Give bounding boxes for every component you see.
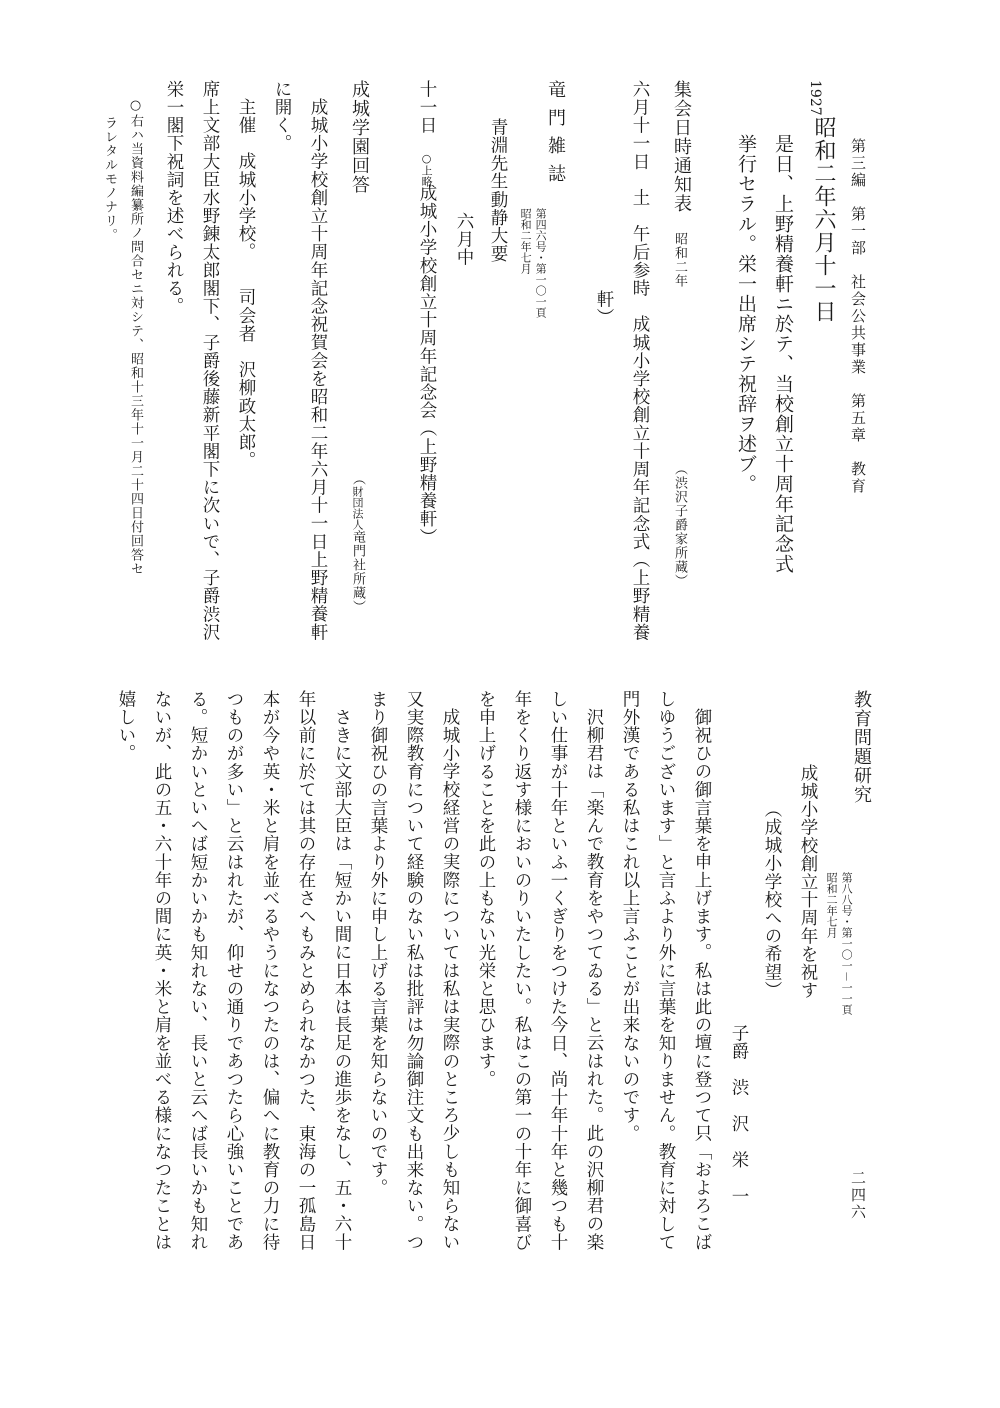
source3-title: 成城学園回答 [349, 80, 370, 194]
source2-day: 十一日 [417, 80, 437, 135]
source3-note-line2: ラレタルモノナリ。 [102, 116, 117, 242]
source2-issue: 第四六号・第一〇一頁 [534, 208, 548, 318]
article-body-line: を申上げることを此の上もない光栄と思ひます。 [476, 690, 496, 1089]
source3-holder-small: 財団法人 [351, 486, 364, 530]
article-title: 教育問題研究 [851, 690, 872, 804]
article-body-line: 又実際教育について経験のない私は批評は勿論御注文も出来ない。つ [404, 690, 424, 1252]
article-body-line: 年をくり返す様においのりいたしたい。私はこの第一の十年に御喜び [512, 690, 532, 1252]
source2-month: 六月中 [454, 212, 474, 267]
entry-summary-line1: 是日、上野精養軒ニ於テ、当校創立十周年記念式 [772, 134, 794, 574]
source2-title: 竜門雑誌 [545, 80, 566, 192]
article-body-line: 本が今や英・米と肩を並べるやうになつたのは、偏へに教育の力に待 [260, 690, 280, 1252]
article-issue-date: 昭和二年七月 [825, 872, 839, 938]
source1-holder: （渋沢子爵家所蔵） [672, 462, 687, 588]
article-body-line: しい仕事が十年といふ一くぎりをつけた今日、尚十年十年と幾つも十 [548, 690, 568, 1252]
source3-body-line: 成城小学校創立十周年記念祝賀会を昭和二年六月十一日上野精養軒 [308, 98, 328, 641]
article-body-line: さきに文部大臣は「短かい間に日本は長足の進歩をなし、五・六十 [332, 708, 352, 1251]
source3-note-line1: ○右ハ当資料編纂所ノ問合セニ対シテ、昭和十三年十一月二十四日付回答セ [128, 98, 143, 576]
article-body-line: 年以前に於ては其の存在さへもみとめられなかつた、東海の一孤島日 [296, 690, 316, 1252]
source3-body-line: 席上文部大臣水野錬太郎閣下、子爵後藤新平閣下に次いで、子爵渋沢 [200, 80, 220, 642]
source1-title: 集会日時通知表 [671, 80, 692, 213]
article-body-line: 門外漢である私はこれ以上言ふことが出来ないのです。 [620, 690, 640, 1143]
source2-date: 昭和二年七月 [519, 208, 533, 274]
source1-era: 昭和二年 [672, 232, 687, 288]
source3-body-line: に開く。 [272, 80, 292, 153]
source2-tag: ○上略 [420, 152, 434, 187]
article-body-line: ないが、此の五・六十年の間に英・米と肩を並べる様になつたことは [152, 690, 172, 1252]
article-author: 子爵 渋 沢 栄 一 [729, 1024, 749, 1205]
article-body-line: しゆうございます」と言ふより外に言葉を知りません。教育に対して [656, 690, 676, 1252]
source1-line1: 六月十一日 土 午后参時 成城小学校創立十周年記念式（上野精養 [630, 80, 650, 642]
source3-body-line: 栄一閣下祝詞を述べられる。 [164, 80, 184, 316]
source3-body-line: 主催 成城小学校。 司会者 沢柳政太郎。 [236, 98, 256, 470]
article-body-line: つものが多い」と云はれたが、仰せの通りであつたら心強いことであ [224, 690, 244, 1252]
article-body-line: 沢柳君は「楽んで教育をやつてゐる」と云はれた。此の沢柳君の楽 [584, 708, 604, 1251]
article-body-line: 嬉しい。 [116, 690, 136, 763]
article-body-line: 成城小学校経営の実際については私は実際のところ少しも知らない [440, 708, 460, 1251]
source3-holder-prefix: （ [350, 472, 365, 486]
source3-holder [348, 472, 367, 614]
article-body-line: まり御祝ひの言葉より外に申し上げる言葉を知らないのです。 [368, 690, 388, 1197]
entry-date: 昭和二年六月十一日 [811, 116, 836, 323]
source3-holder-rest: 竜門社所蔵） [350, 530, 365, 614]
source2-section: 青淵先生動静大要 [488, 118, 508, 263]
article-issue: 第八八号・第一〇一－一一頁 [840, 872, 854, 1015]
source2-text: 成城小学校創立十周年記念会（上野精養軒） [417, 184, 437, 546]
page-number: 二四六 [849, 1170, 867, 1221]
entry-year-ad: 1927 [807, 80, 823, 116]
entry-summary-line2: 挙行セラル。栄一出席シテ祝辞ヲ述ブ。 [735, 134, 757, 494]
article-body-line: る。短かいといへば短かいかも知れない、長いと云へば長いかも知れ [188, 690, 208, 1252]
running-header: 第三編 第一部 社会公共事業 第五章 教育 [849, 138, 867, 495]
article-subtitle2: （成城小学校への希望） [762, 800, 782, 1000]
article-body-line: 御祝ひの御言葉を申上げます。私は此の壇に登つて只「およろこば [692, 708, 712, 1251]
source1-line2: 軒） [594, 290, 614, 327]
article-subtitle: 成城小学校創立十周年を祝す [798, 764, 818, 1000]
